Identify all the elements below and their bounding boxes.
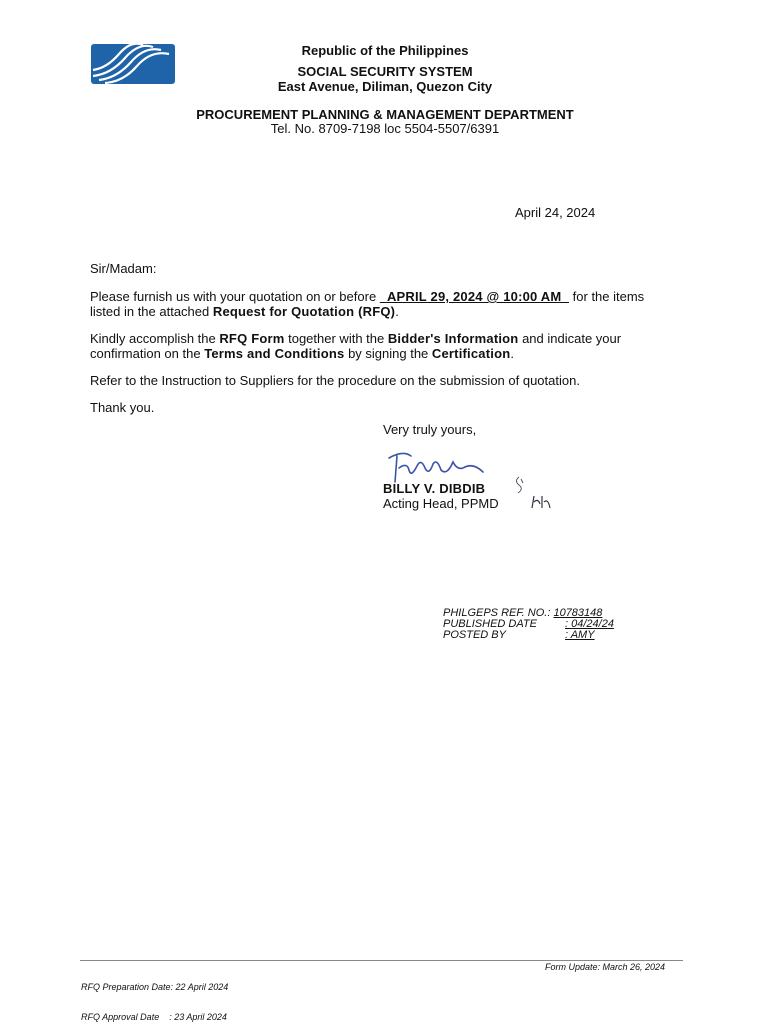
para1-text-after: for the items [569, 289, 645, 304]
terms-conditions-label: Terms and Conditions [204, 346, 345, 361]
initial-mark [512, 475, 526, 495]
published-label: PUBLISHED DATE [443, 618, 537, 630]
posted-label: POSTED BY [443, 629, 506, 641]
para2-text: together with the [284, 331, 388, 346]
paragraph-instructions [90, 331, 720, 361]
para1-period: . [395, 304, 399, 319]
paragraph-deadline [90, 289, 720, 319]
header-agency: SOCIAL SECURITY SYSTEM [297, 64, 473, 79]
letter-date: April 24, 2024 [515, 205, 596, 220]
rfq-label: Request for Quotation (RFQ) [212, 304, 396, 319]
para2-text: and indicate your [518, 331, 622, 346]
reference-block [443, 608, 614, 641]
thank-you: Thank you. [90, 400, 155, 415]
footer-rule [80, 960, 683, 961]
certification-label: Certification [431, 346, 511, 361]
initial-mark [530, 494, 552, 510]
para2-text: by signing the [344, 346, 432, 361]
footer-dates [81, 962, 228, 1032]
rfq-approval-date: RFQ Approval Date : 23 April 2024 [81, 1012, 227, 1022]
posted-row [443, 630, 614, 641]
para2-text: Kindly accomplish the [90, 331, 220, 346]
salutation: Sir/Madam: [90, 261, 157, 276]
para1-text: Please furnish us with your quotation on or before [90, 289, 377, 304]
header-telephone: Tel. No. 8709-7198 loc 5504-5507/6391 [270, 121, 500, 136]
header-department: PROCUREMENT PLANNING & MANAGEMENT DEPARTMENT [196, 107, 574, 122]
signatory-title: Acting Head, PPMD [383, 496, 499, 511]
rfq-preparation-date: RFQ Preparation Date: 22 April 2024 [81, 982, 229, 992]
bidders-information-label: Bidder's Information [387, 331, 519, 346]
para2-period: . [510, 346, 514, 361]
rfq-form-label: RFQ Form [219, 331, 285, 346]
form-update: Form Update: March 26, 2024 [545, 962, 666, 972]
paragraph-refer: Refer to the Instruction to Suppliers for the procedure on the submission of quotation. [90, 373, 580, 388]
philgeps-label: PHILGEPS REF. NO.: [443, 607, 551, 619]
philgeps-value: 10783148 [553, 607, 603, 619]
header-address: East Avenue, Diliman, Quezon City [277, 79, 493, 94]
signatory-name: BILLY V. DIBDIB [383, 481, 486, 496]
header-republic: Republic of the Philippines [301, 43, 469, 58]
deadline-date: APRIL 29, 2024 @ 10:00 AM [379, 289, 570, 304]
posted-value: : AMY [565, 629, 595, 641]
para1-line2: listed in the attached [90, 304, 213, 319]
para2-text: confirmation on the [90, 346, 205, 361]
closing: Very truly yours, [383, 422, 477, 437]
published-value: : 04/24/24 [565, 618, 614, 630]
